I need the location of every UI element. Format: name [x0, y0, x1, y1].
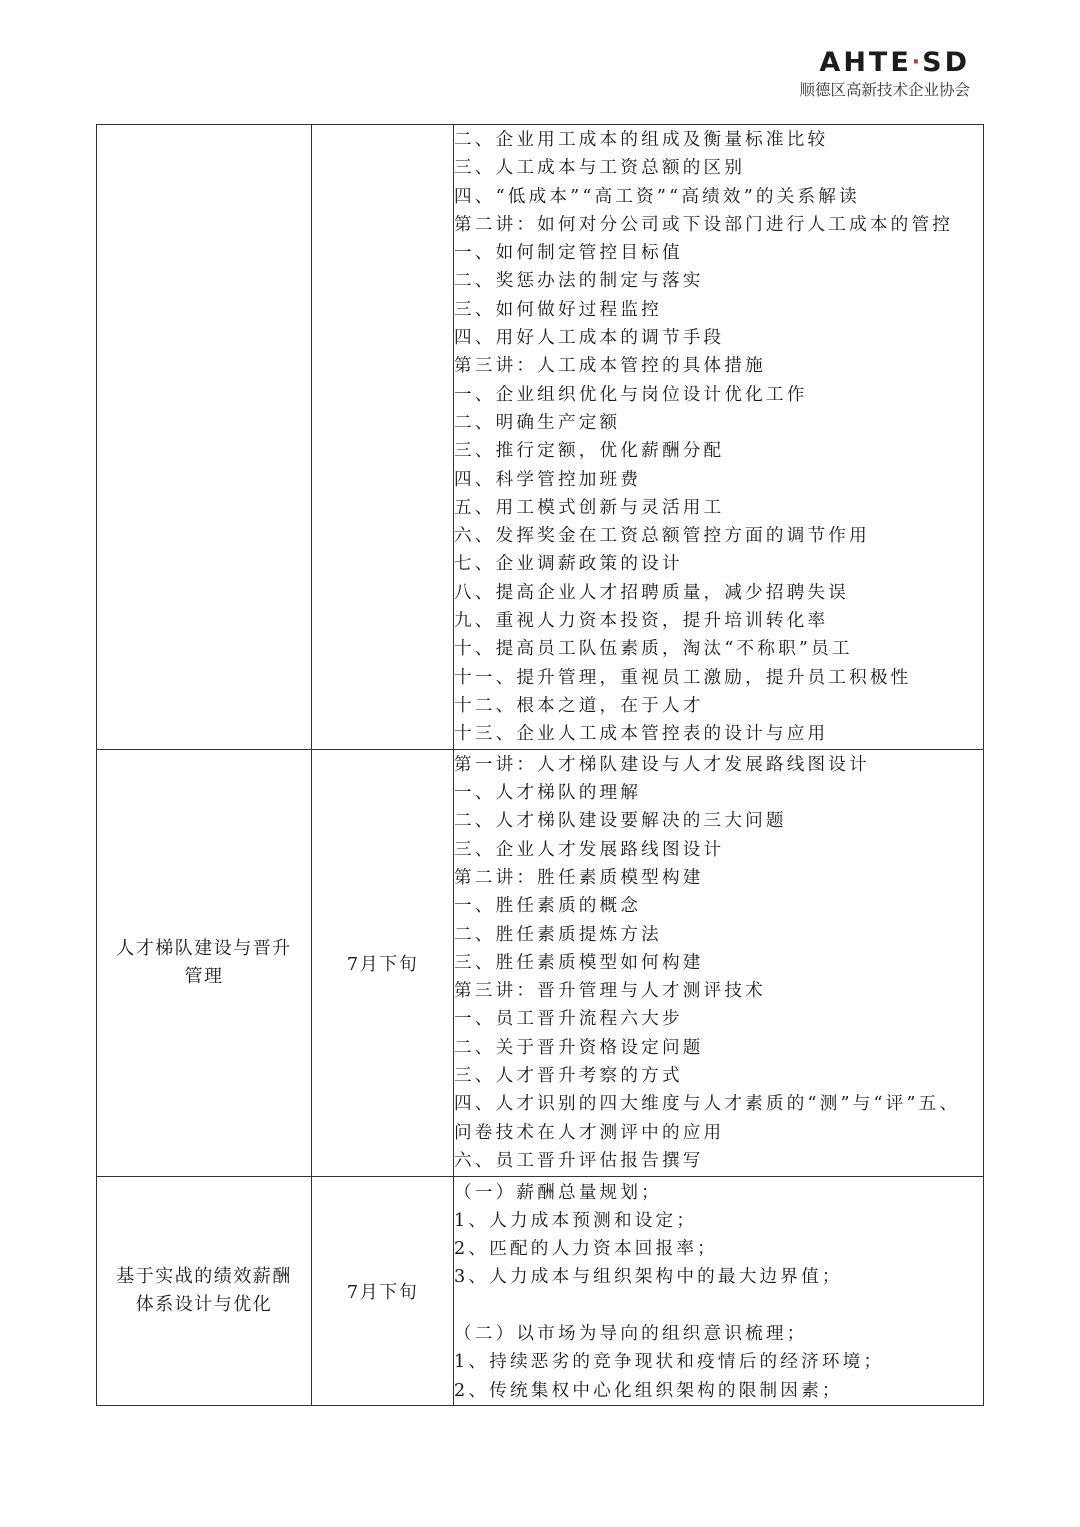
- content-line: 2、匹配的人力资本回报率；: [454, 1239, 718, 1260]
- content-line: 十、提高员工队伍素质，淘汰“不称职”员工: [454, 639, 853, 660]
- content-line: 第二讲：如何对分公司或下设部门进行人工成本的管控: [454, 214, 954, 235]
- association-logo: [799, 48, 970, 80]
- course-name-line: 体系设计与优化: [135, 1293, 273, 1315]
- content-line: 三、胜任素质模型如何构建: [454, 952, 704, 973]
- content-line: 一、企业组织优化与岗位设计优化工作: [454, 384, 808, 405]
- content-line: 三、企业人才发展路线图设计: [454, 839, 725, 860]
- content-line: 六、员工晋升评估报告撰写: [454, 1150, 704, 1171]
- content-line: （一）薪酬总量规划；: [454, 1182, 662, 1203]
- content-line: 第三讲：人工成本管控的具体措施: [454, 356, 766, 377]
- content-line: 二、人才梯队建设要解决的三大问题: [454, 811, 787, 832]
- organization-name: 顺德区高新技术企业协会: [799, 81, 970, 99]
- content-line: 二、胜任素质提炼方法: [454, 924, 662, 945]
- course-name-cell: [97, 125, 312, 750]
- course-content-cell: [454, 749, 984, 1176]
- content-line: 四、用好人工成本的调节手段: [454, 328, 725, 349]
- content-line: [454, 1292, 983, 1320]
- content-line: 五、用工模式创新与灵活用工: [454, 497, 725, 518]
- content-line: 3、人力成本与组织架构中的最大边界值；: [454, 1267, 843, 1288]
- page-header: [799, 48, 970, 99]
- content-line: 一、人才梯队的理解: [454, 783, 642, 804]
- content-line: 四、科学管控加班费: [454, 469, 642, 490]
- content-line: 第三讲：晋升管理与人才测评技术: [454, 981, 766, 1002]
- content-line: 1、人力成本预测和设定；: [454, 1210, 698, 1231]
- course-time-cell: 7月下旬: [312, 749, 454, 1176]
- content-line: 三、如何做好过程监控: [454, 299, 662, 320]
- course-time-cell: 7月下旬: [312, 1176, 454, 1405]
- content-line: 八、提高企业人才招聘质量，减少招聘失误: [454, 582, 850, 603]
- course-name-line: 人才梯队建设与晋升: [116, 937, 292, 959]
- content-line: 十二、根本之道，在于人才: [454, 695, 704, 716]
- logo-sub: SD: [922, 47, 970, 78]
- course-content-cell: [454, 125, 984, 750]
- content-line: 三、人才晋升考察的方式: [454, 1066, 683, 1087]
- content-line: 一、胜任素质的概念: [454, 896, 642, 917]
- logo-main: AHTE: [819, 47, 912, 78]
- logo-dot: ·: [911, 50, 923, 75]
- content-line: 六、发挥奖金在工资总额管控方面的调节作用: [454, 526, 870, 547]
- content-line: （二）以市场为导向的组织意识梳理；: [454, 1324, 808, 1345]
- content-line: 第一讲：人才梯队建设与人才发展路线图设计: [454, 754, 870, 775]
- course-content-cell: [454, 1176, 984, 1405]
- course-name-line: 管理: [184, 965, 224, 987]
- content-line: 七、企业调薪政策的设计: [454, 554, 683, 575]
- content-line: 1、持续恶劣的竞争现状和疫情后的经济环境；: [454, 1352, 885, 1373]
- content-line: 二、明确生产定额: [454, 412, 621, 433]
- table-row: [97, 1176, 984, 1405]
- content-line: 二、企业用工成本的组成及衡量标准比较: [454, 130, 829, 150]
- content-line: 九、重视人力资本投资，提升培训转化率: [454, 611, 829, 632]
- course-name-line: 基于实战的绩效薪酬: [116, 1265, 292, 1287]
- content-line: 一、员工晋升流程六大步: [454, 1009, 683, 1030]
- content-line: 三、推行定额，优化薪酬分配: [454, 441, 725, 462]
- content-line: 二、奖惩办法的制定与落实: [454, 271, 704, 292]
- course-name-cell: [97, 749, 312, 1176]
- content-line: 三、人工成本与工资总额的区别: [454, 158, 746, 179]
- content-line: 二、关于晋升资格设定问题: [454, 1037, 704, 1058]
- course-name-cell: [97, 1176, 312, 1405]
- content-line: 四、“低成本”“高工资”“高绩效”的关系解读: [454, 186, 860, 207]
- course-plan-table: [96, 124, 984, 1406]
- content-line: 一、如何制定管控目标值: [454, 243, 683, 264]
- content-line: 2、传统集权中心化组织架构的限制因素；: [454, 1380, 843, 1401]
- course-time-cell: [312, 125, 454, 750]
- table-row: [97, 749, 984, 1176]
- table-row: [97, 125, 984, 750]
- content-line: 十三、企业人工成本管控表的设计与应用: [454, 724, 829, 745]
- content-line: 四、人才识别的四大维度与人才素质的“测”与“评”五、: [454, 1094, 961, 1115]
- content-line: 问卷技术在人才测评中的应用: [454, 1122, 725, 1143]
- content-line: 十一、提升管理，重视员工激励，提升员工积极性: [454, 667, 912, 688]
- content-line: 第二讲：胜任素质模型构建: [454, 867, 704, 888]
